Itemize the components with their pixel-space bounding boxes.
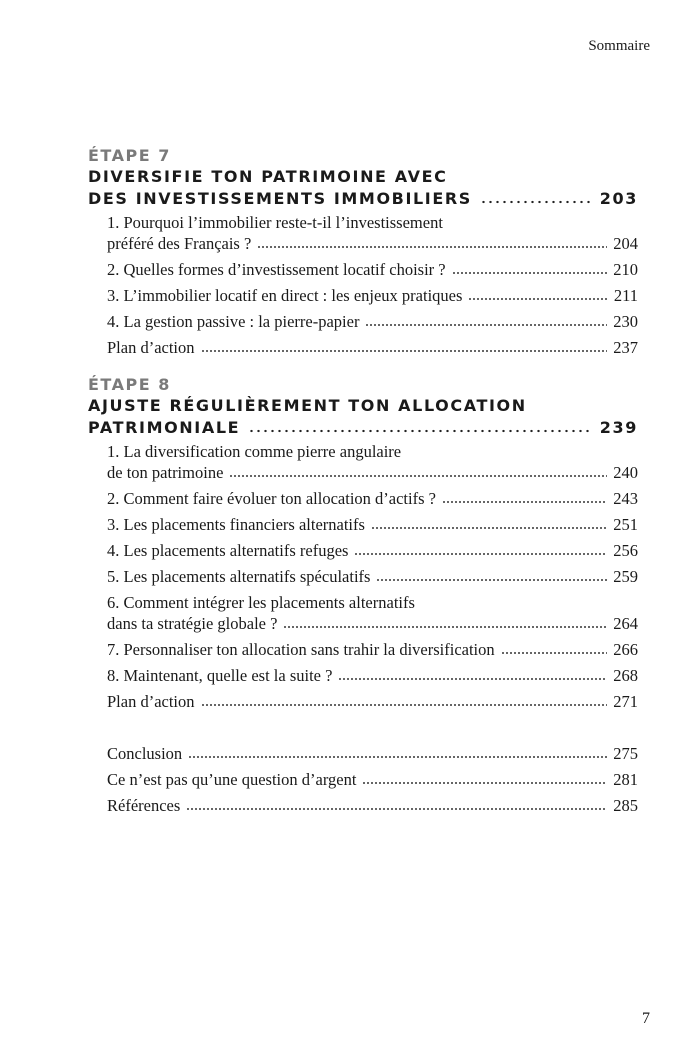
dot-leader bbox=[452, 271, 608, 275]
section-title-line bbox=[88, 188, 638, 210]
section-title[interactable] bbox=[88, 166, 638, 210]
toc-entry[interactable] bbox=[107, 689, 638, 715]
toc-entry[interactable] bbox=[107, 741, 638, 767]
dot-leader bbox=[188, 755, 607, 759]
dot-leader bbox=[186, 807, 607, 811]
toc-entry-text: 6. Comment intégrer les placements alternatifs bbox=[107, 593, 415, 612]
toc-entry-text: Plan d’action bbox=[107, 692, 195, 711]
dot-leader bbox=[229, 474, 607, 478]
section-title-line bbox=[88, 395, 638, 417]
toc-entry-text: Conclusion bbox=[107, 744, 183, 763]
toc-entry-line bbox=[107, 637, 638, 663]
toc-entry-text: 4. La gestion passive : la pierre-papier bbox=[107, 312, 360, 331]
section-page: 203 bbox=[599, 189, 638, 208]
toc-entry-text: 2. Comment faire évoluer ton allocation d’actifs ? bbox=[107, 489, 436, 508]
section-title[interactable] bbox=[88, 395, 638, 439]
toc-entry-line bbox=[107, 233, 638, 254]
toc-entry-page: 240 bbox=[613, 463, 638, 482]
toc-entry-line bbox=[107, 689, 638, 715]
toc-entry-line bbox=[107, 538, 638, 564]
toc-entry[interactable] bbox=[107, 210, 638, 257]
toc-entry[interactable] bbox=[107, 793, 638, 819]
toc-entry-text: 2. Quelles formes d’investissement locatif choisir ? bbox=[107, 260, 446, 279]
toc-entry[interactable] bbox=[107, 283, 638, 309]
toc-entry-text: Plan d’action bbox=[107, 338, 195, 357]
toc-entry-line bbox=[107, 767, 638, 793]
table-of-contents bbox=[88, 146, 638, 819]
toc-entry[interactable] bbox=[107, 512, 638, 538]
toc-entry-line bbox=[107, 309, 638, 335]
toc-entry-page: 268 bbox=[613, 666, 638, 685]
step-label: ÉTAPE 8 bbox=[88, 375, 171, 394]
toc-entry-line bbox=[107, 212, 638, 233]
section-title-line bbox=[88, 417, 638, 439]
toc-entry[interactable] bbox=[107, 486, 638, 512]
toc-section bbox=[88, 375, 638, 715]
toc-entry-text: préféré des Français ? bbox=[107, 234, 252, 253]
toc-entry-page: 204 bbox=[613, 234, 638, 253]
toc-entry-text: 4. Les placements alternatifs refuges bbox=[107, 541, 349, 560]
toc-entry-line bbox=[107, 441, 638, 462]
toc-entry[interactable] bbox=[107, 257, 638, 283]
toc-entry-page: 210 bbox=[613, 260, 638, 279]
toc-section bbox=[88, 146, 638, 361]
dot-leader bbox=[338, 677, 607, 681]
toc-entry-page: 266 bbox=[613, 640, 638, 659]
toc-entry-text: 1. Pourquoi l’immobilier reste-t-il l’investissement bbox=[107, 213, 443, 232]
section-title-text: PATRIMONIALE bbox=[88, 418, 241, 437]
toc-entry-page: 251 bbox=[613, 515, 638, 534]
dot-leader bbox=[354, 552, 607, 556]
toc-entry-page: 243 bbox=[613, 489, 638, 508]
toc-entry-text: 8. Maintenant, quelle est la suite ? bbox=[107, 666, 333, 685]
section-title-text: DIVERSIFIE TON PATRIMOINE AVEC bbox=[88, 167, 448, 186]
dot-leader bbox=[201, 703, 608, 707]
step-label: ÉTAPE 7 bbox=[88, 146, 171, 165]
dot-leader bbox=[371, 526, 607, 530]
dot-leader bbox=[480, 200, 592, 204]
toc-entry-text: 3. L’immobilier locatif en direct : les enjeux pratiques bbox=[107, 286, 463, 305]
dot-leader bbox=[201, 349, 608, 353]
toc-entry-page: 230 bbox=[613, 312, 638, 331]
toc-entry[interactable] bbox=[107, 538, 638, 564]
toc-entry-text: 5. Les placements alternatifs spéculatifs bbox=[107, 567, 371, 586]
toc-entry-line bbox=[107, 486, 638, 512]
toc-entry-text: Ce n’est pas qu’une question d’argent bbox=[107, 770, 357, 789]
toc-entry-line bbox=[107, 741, 638, 767]
back-matter bbox=[88, 741, 638, 819]
toc-entry[interactable] bbox=[107, 564, 638, 590]
toc-entry-line bbox=[107, 663, 638, 689]
dot-leader bbox=[365, 323, 607, 327]
toc-entry-line bbox=[107, 592, 638, 613]
dot-leader bbox=[442, 500, 607, 504]
toc-entry-page: 211 bbox=[613, 286, 638, 305]
toc-entry[interactable] bbox=[107, 309, 638, 335]
dot-leader bbox=[248, 429, 592, 433]
section-title-text: DES INVESTISSEMENTS IMMOBILIERS bbox=[88, 189, 472, 208]
toc-entry-page: 271 bbox=[613, 692, 638, 711]
toc-entry-page: 259 bbox=[613, 567, 638, 586]
section-page: 239 bbox=[599, 418, 638, 437]
dot-leader bbox=[376, 578, 607, 582]
dot-leader bbox=[257, 245, 607, 249]
toc-entry-line bbox=[107, 512, 638, 538]
toc-entry-page: 256 bbox=[613, 541, 638, 560]
toc-entry-line bbox=[107, 257, 638, 283]
page-number: 7 bbox=[642, 1010, 650, 1027]
dot-leader bbox=[362, 781, 607, 785]
toc-entry-text: 7. Personnaliser ton allocation sans trahir la diversification bbox=[107, 640, 495, 659]
toc-entry-text: de ton patrimoine bbox=[107, 463, 224, 482]
toc-entry-text: 1. La diversification comme pierre angulaire bbox=[107, 442, 402, 461]
toc-entry-line bbox=[107, 462, 638, 483]
toc-entry-line bbox=[107, 335, 638, 361]
toc-entry-text: 3. Les placements financiers alternatifs bbox=[107, 515, 365, 534]
toc-entry-text: dans ta stratégie globale ? bbox=[107, 614, 278, 633]
toc-entry-line bbox=[107, 283, 638, 309]
section-title-text: AJUSTE RÉGULIÈREMENT TON ALLOCATION bbox=[88, 396, 527, 415]
toc-entry-line bbox=[107, 564, 638, 590]
dot-leader bbox=[501, 651, 608, 655]
section-title-line bbox=[88, 166, 638, 188]
toc-entry[interactable] bbox=[107, 767, 638, 793]
toc-entry-page: 237 bbox=[613, 338, 638, 357]
toc-entry-page: 264 bbox=[613, 614, 638, 633]
toc-entry-line bbox=[107, 613, 638, 634]
toc-entry[interactable] bbox=[107, 439, 638, 486]
toc-entry[interactable] bbox=[107, 637, 638, 663]
toc-entry-page: 285 bbox=[613, 796, 638, 815]
toc-entry[interactable] bbox=[107, 335, 638, 361]
dot-leader bbox=[468, 297, 607, 301]
toc-entry[interactable] bbox=[107, 590, 638, 637]
toc-entry-line bbox=[107, 793, 638, 819]
running-header: Sommaire bbox=[588, 38, 650, 54]
toc-entry[interactable] bbox=[107, 663, 638, 689]
dot-leader bbox=[283, 625, 607, 629]
toc-entry-page: 275 bbox=[613, 744, 638, 763]
toc-entry-text: Références bbox=[107, 796, 181, 815]
toc-entry-page: 281 bbox=[613, 770, 638, 789]
